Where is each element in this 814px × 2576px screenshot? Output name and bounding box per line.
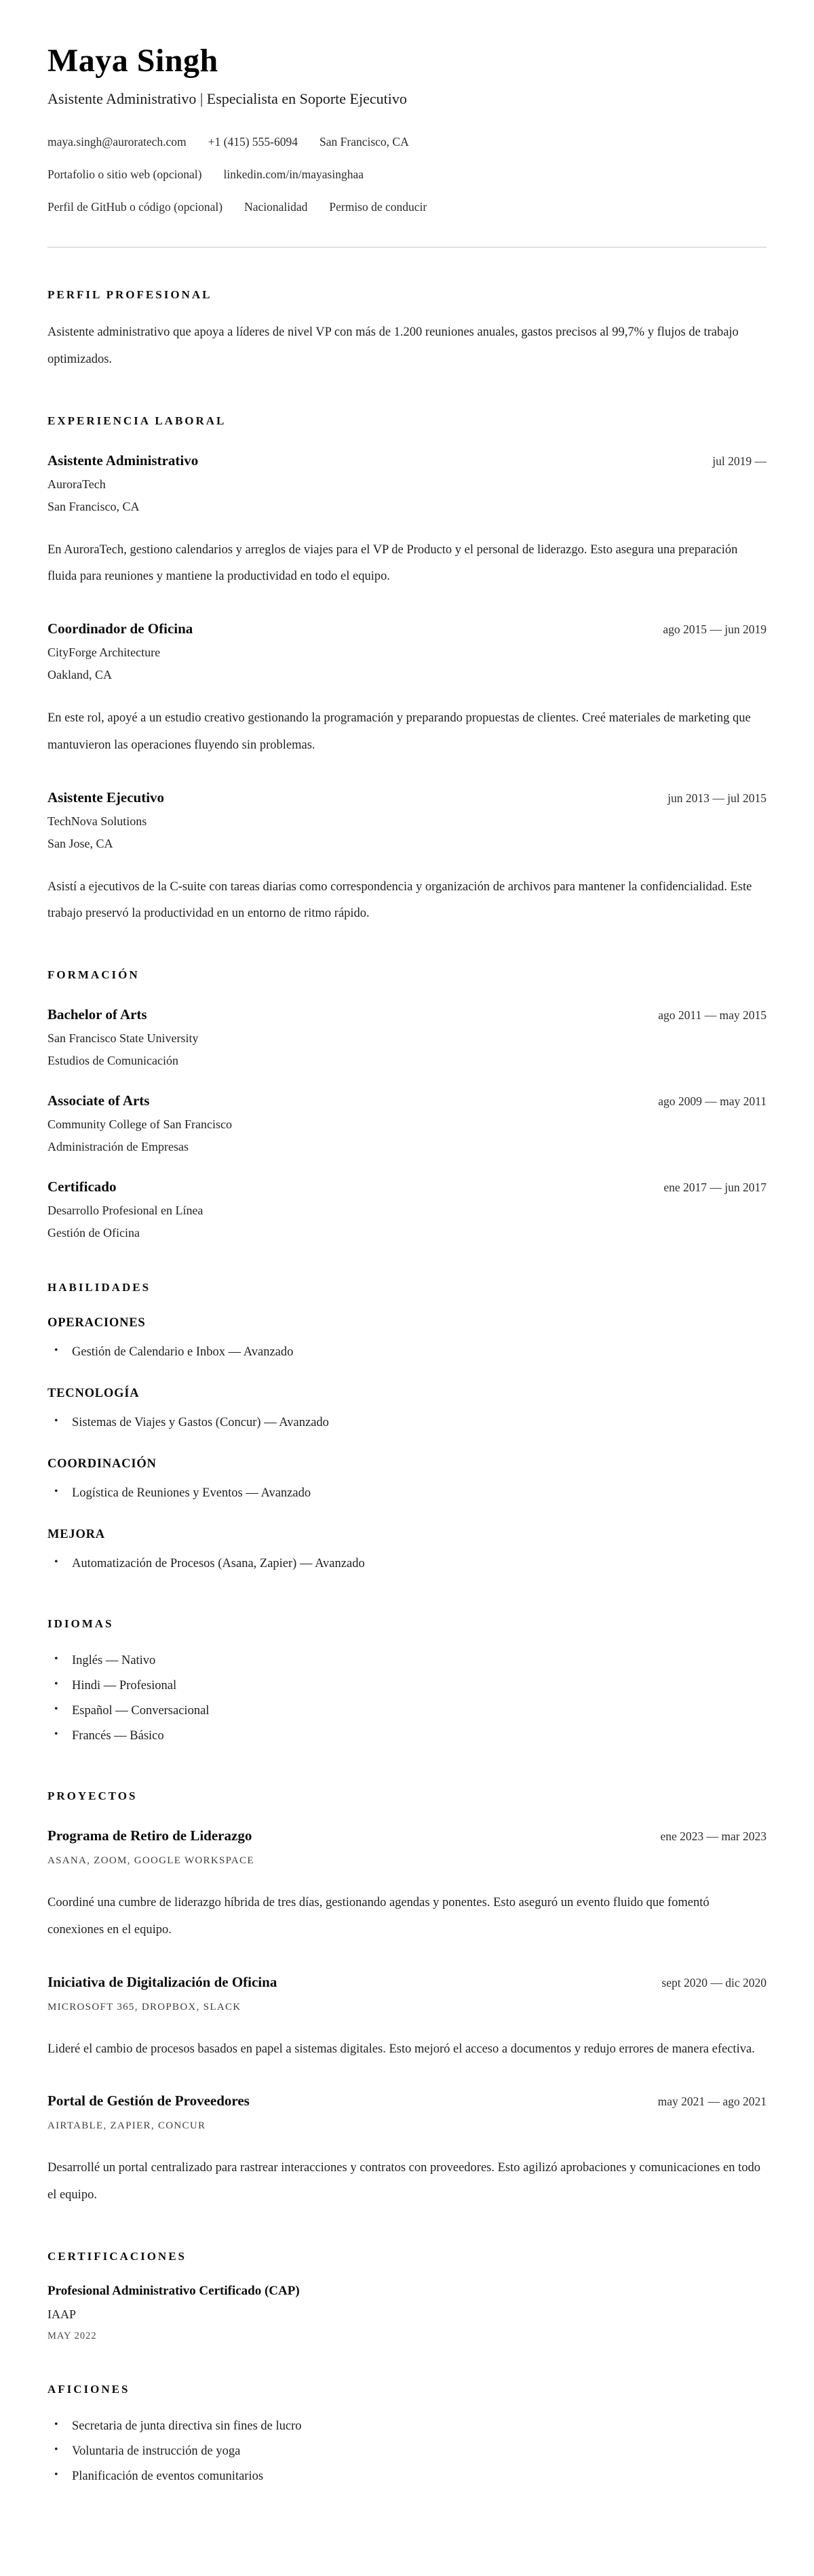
school-name: Community College of San Francisco	[47, 1117, 232, 1132]
section-heading-hobbies: AFICIONES	[47, 2382, 130, 2396]
certification-title: Profesional Administrativo Certificado (CAP)	[47, 2283, 300, 2298]
project-dates: ene 2023 — mar 2023	[660, 1829, 767, 1844]
job-entry-head	[47, 620, 767, 637]
project-title: Programa de Retiro de Liderazgo	[47, 1827, 252, 1844]
hobby-item: • Secretaria de junta directiva sin fines de lucro	[47, 2414, 767, 2439]
resume-header	[47, 42, 767, 214]
job-entry-head	[47, 452, 767, 469]
project-entry	[47, 1827, 767, 1944]
skill-group	[47, 1528, 767, 1577]
job-dates: jun 2013 — jul 2015	[667, 791, 767, 805]
job-entry	[47, 789, 767, 928]
job-location: San Francisco, CA	[47, 499, 140, 513]
section-education	[47, 968, 767, 1240]
skill-item: • Automatización de Procesos (Asana, Zapier) — Avanzado	[47, 1551, 767, 1577]
section-heading-skills: HABILIDADES	[47, 1281, 151, 1294]
section-heading-languages: IDIOMAS	[47, 1617, 114, 1631]
skill-group-name: TECNOLOGÍA	[47, 1387, 140, 1401]
person-headline: Asistente Administrativo | Especialista en Soporte Ejecutivo	[47, 90, 407, 107]
project-entry-head	[47, 2093, 767, 2109]
section-heading-projects: PROYECTOS	[47, 1789, 138, 1803]
profile-summary: Asistente administrativo que apoya a líderes de nivel VP con más de 1.200 reuniones anuales, gastos precisos al 99,7% y flujos de trabajo optimizados.	[47, 325, 739, 366]
contact-row-3	[47, 200, 767, 214]
job-dates: ago 2015 — jun 2019	[663, 622, 767, 637]
phone-text: +1 (415) 555-6094	[208, 135, 298, 148]
language-item: • Francés — Básico	[47, 1724, 767, 1749]
language-item: • Español — Conversacional	[47, 1699, 767, 1724]
section-heading-experience: EXPERIENCIA LABORAL	[47, 414, 227, 427]
certification-date: MAY 2022	[47, 2330, 97, 2341]
certification-issuer: IAAP	[47, 2307, 77, 2321]
job-dates: jul 2019 —	[712, 454, 767, 468]
hobby-list	[47, 2414, 767, 2489]
skill-group	[47, 1457, 767, 1506]
project-entry	[47, 1974, 767, 2063]
contact-row-1	[47, 135, 767, 149]
section-skills	[47, 1281, 767, 1577]
job-location: Oakland, CA	[47, 668, 112, 682]
language-item: • Inglés — Nativo	[47, 1648, 767, 1673]
school-name: San Francisco State University	[47, 1031, 199, 1046]
education-entry-head	[47, 1006, 767, 1023]
education-dates: ago 2011 — may 2015	[658, 1008, 767, 1023]
skill-group	[47, 1387, 767, 1435]
section-languages	[47, 1617, 767, 1749]
project-tools: MICROSOFT 365, DROPBOX, SLACK	[47, 2001, 241, 2013]
skill-group-name: COORDINACIÓN	[47, 1457, 157, 1471]
project-dates: may 2021 — ago 2021	[657, 2095, 767, 2109]
language-list	[47, 1648, 767, 1749]
project-description: Desarrollé un portal centralizado para rastrear interacciones y contratos con proveedores. Esto agilizó aprobaciones y comunicaciones en todo el equipo.	[47, 2161, 760, 2202]
skill-group	[47, 1316, 767, 1365]
skill-list	[47, 1340, 767, 1365]
section-heading-education: FORMACIÓN	[47, 968, 140, 982]
education-entry	[47, 1006, 767, 1068]
driving-permit-text: Permiso de conducir	[329, 200, 427, 214]
skill-group-name: MEJORA	[47, 1528, 105, 1542]
skill-list	[47, 1410, 767, 1435]
section-profile	[47, 288, 767, 374]
education-entry-head	[47, 1178, 767, 1195]
language-item: • Hindi — Profesional	[47, 1673, 767, 1699]
person-name: Maya Singh	[47, 43, 218, 79]
skill-list	[47, 1551, 767, 1577]
job-title: Coordinador de Oficina	[47, 620, 193, 637]
contact-row-2	[47, 167, 767, 182]
section-heading-certifications: CERTIFICACIONES	[47, 2249, 187, 2263]
education-entry	[47, 1178, 767, 1240]
field-of-study: Estudios de Comunicación	[47, 1054, 178, 1068]
job-description: Asistí a ejecutivos de la C-suite con tareas diarias como correspondencia y organización de archivos para mantener la confidencialidad. Este trabajo preservó la productividad en un entorno de ritmo rápido.	[47, 879, 752, 921]
education-entry-head	[47, 1092, 767, 1109]
project-entry	[47, 2093, 767, 2209]
job-entry	[47, 620, 767, 759]
section-hobbies	[47, 2383, 767, 2489]
certification-entry	[47, 2284, 767, 2342]
skill-group-name: OPERACIONES	[47, 1316, 146, 1330]
school-name: Desarrollo Profesional en Línea	[47, 1204, 204, 1218]
project-description: Lideré el cambio de procesos basados en papel a sistemas digitales. Esto mejoró el acceso a documentos y redujo errores de manera efectiva.	[47, 2042, 755, 2056]
degree-title: Certificado	[47, 1178, 117, 1195]
degree-title: Bachelor of Arts	[47, 1006, 147, 1023]
job-title: Asistente Administrativo	[47, 452, 199, 469]
skill-item: • Sistemas de Viajes y Gastos (Concur) — Avanzado	[47, 1410, 767, 1435]
project-title: Portal de Gestión de Proveedores	[47, 2093, 250, 2109]
project-entry-head	[47, 1974, 767, 1991]
job-entry-head	[47, 789, 767, 806]
project-entry-head	[47, 1827, 767, 1844]
project-title: Iniciativa de Digitalización de Oficina	[47, 1973, 277, 1990]
job-company: CityForge Architecture	[47, 646, 161, 660]
linkedin-text: linkedin.com/in/mayasinghaa	[223, 167, 364, 181]
hobby-item: • Voluntaria de instrucción de yoga	[47, 2439, 767, 2464]
github-text: Perfil de GitHub o código (opcional)	[47, 200, 223, 214]
field-of-study: Gestión de Oficina	[47, 1226, 140, 1240]
project-description: Coordiné una cumbre de liderazgo híbrida de tres días, gestionando agendas y ponentes. Esto aseguró un evento fluido que fomentó conexiones en el equipo.	[47, 1896, 710, 1937]
skill-list	[47, 1481, 767, 1506]
section-heading-profile: PERFIL PROFESIONAL	[47, 288, 212, 301]
skill-item: • Logística de Reuniones y Eventos — Avanzado	[47, 1481, 767, 1506]
job-company: TechNova Solutions	[47, 814, 147, 828]
job-description: En AuroraTech, gestiono calendarios y arreglos de viajes para el VP de Producto y el personal de liderazgo. Esto asegura una preparación fluida para reuniones y mantiene la productividad en todo el equipo.	[47, 542, 738, 584]
job-entry	[47, 452, 767, 591]
project-dates: sept 2020 — dic 2020	[661, 1975, 767, 1989]
location-text: San Francisco, CA	[319, 135, 409, 148]
job-description: En este rol, apoyé a un estudio creativo gestionando la programación y preparando propuestas de clientes. Creé materiales de marketing que mantuvieron las operaciones fluyendo sin problemas.	[47, 711, 751, 752]
education-dates: ago 2009 — may 2011	[658, 1094, 767, 1109]
job-title: Asistente Ejecutivo	[47, 789, 165, 806]
email-text: maya.singh@auroratech.com	[47, 135, 187, 148]
portfolio-text: Portafolio o sitio web (opcional)	[47, 167, 202, 181]
project-tools: ASANA, ZOOM, GOOGLE WORKSPACE	[47, 1855, 254, 1867]
section-projects	[47, 1789, 767, 2209]
job-location: San Jose, CA	[47, 836, 113, 850]
project-tools: AIRTABLE, ZAPIER, CONCUR	[47, 2120, 206, 2132]
field-of-study: Administración de Empresas	[47, 1140, 189, 1154]
education-dates: ene 2017 — jun 2017	[663, 1181, 767, 1195]
degree-title: Associate of Arts	[47, 1092, 150, 1109]
section-experience	[47, 414, 767, 928]
job-company: AuroraTech	[47, 477, 106, 491]
nationality-text: Nacionalidad	[244, 200, 308, 214]
hobby-item: • Planificación de eventos comunitarios	[47, 2464, 767, 2489]
education-entry	[47, 1092, 767, 1154]
section-certifications	[47, 2250, 767, 2342]
skill-item: • Gestión de Calendario e Inbox — Avanzado	[47, 1340, 767, 1365]
